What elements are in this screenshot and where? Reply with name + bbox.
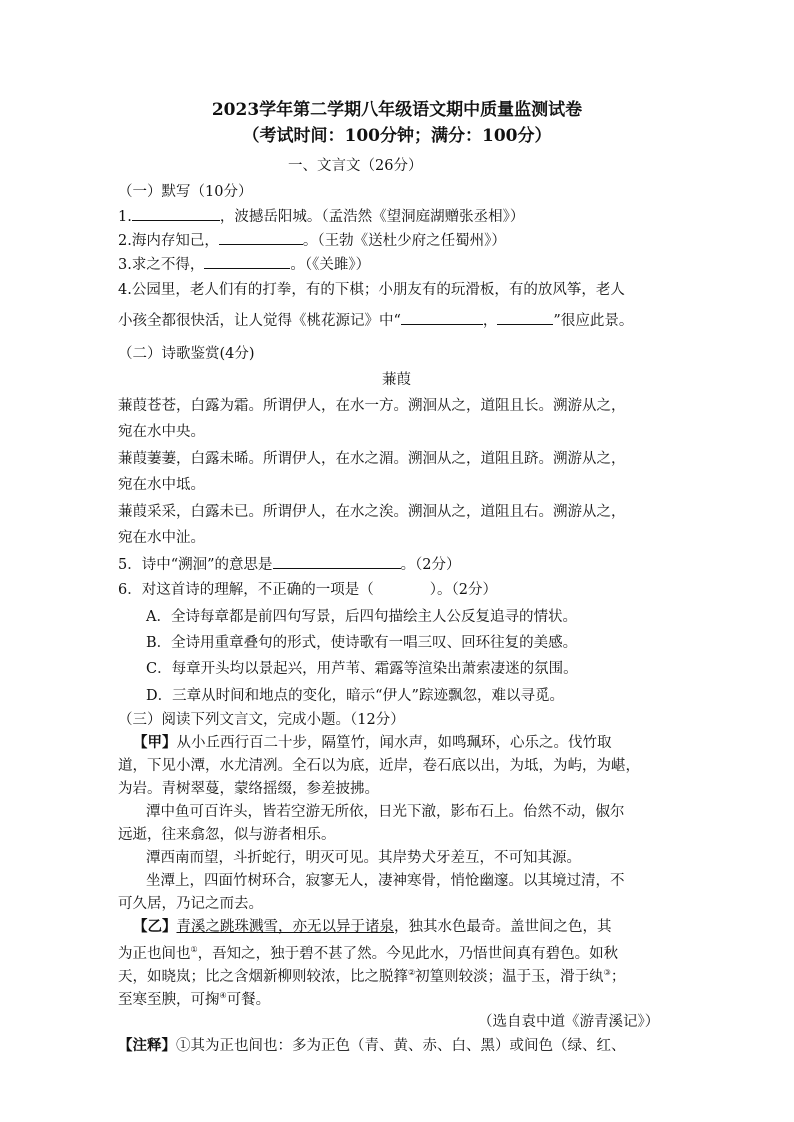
passage-yi-line1: 【乙】青溪之跳珠溅雪，亦无以异于诸泉，独其水色最奇。盖世间之色，其: [133, 918, 612, 935]
question-4-line2: 小孩全都很快活，让人觉得《桃花源记》中“ ， ”很应此景。: [118, 310, 633, 331]
exam-title: 2023学年第二学期八年级语文期中质量监测试卷: [211, 100, 583, 120]
passage-yi-line4: 至寒至腴，可掬④可餐。: [118, 991, 271, 1008]
footnote-ref-4: ④: [219, 991, 227, 1000]
passage-jia-line6: 潭西南而望，斗折蛇行，明灭可见。其岸势犬牙差互，不可知其源。: [146, 850, 581, 866]
question-5: 5．诗中“溯洄”的意思是 。（2分）: [118, 554, 461, 575]
answer-blank-4b[interactable]: [497, 310, 553, 325]
answer-blank-2[interactable]: [219, 230, 303, 245]
underlined-sentence: 青溪之跳珠溅雪，亦无以异于诸泉: [176, 919, 394, 935]
answer-blank-3[interactable]: [204, 254, 290, 269]
passage-yi-line2: 为正也间也①，吾知之，独于碧不甚了然。今见此水，乃悟世间真有碧色。如秋: [118, 945, 619, 962]
poem-stanza-1b: 宛在水中央。: [118, 424, 205, 440]
question-2: 2.海内存知己， 。（王勃《送杜少府之任蜀州》）: [118, 230, 506, 251]
passage-yi-label: 【乙】: [133, 918, 177, 935]
poem-stanza-3a: 蒹葭采采，白露未已。所谓伊人，在水之涘。溯洄从之，道阻且右。溯游从之，: [118, 504, 626, 520]
poem-stanza-2b: 宛在水中坻。: [118, 477, 205, 493]
exam-subtitle: （考试时间：100分钟；满分：100分）: [242, 126, 552, 146]
poem-stanza-3b: 宛在水中沚。: [118, 530, 205, 546]
footnote-ref-3: ③: [603, 968, 611, 977]
option-a: A．全诗每章都是前四句写景，后四句描绘主人公反复追寻的情状。: [146, 609, 577, 625]
poem-stanza-2a: 蒹葭萋萋，白露未晞。所谓伊人，在水之湄。溯洄从之，道阻且跻。溯游从之，: [118, 451, 626, 467]
option-b: B．全诗用重章叠句的形式，使诗歌有一唱三叹、回环往复的美感。: [146, 635, 578, 651]
part1-heading: （一）默写（10分）: [118, 184, 253, 200]
poem-stanza-1a: 蒹葭苍苍，白露为霜。所谓伊人，在水一方。溯洄从之，道阻且长。溯游从之，: [118, 398, 626, 414]
answer-blank-1[interactable]: [132, 206, 220, 221]
passage-jia-line1: 【甲】从小丘西行百二十步，隔篁竹，闻水声，如鸣珮环，心乐之。伐竹取: [133, 734, 612, 751]
passage-jia-line2: 道，下见小潭，水尤清冽。全石以为底，近岸，卷石底以出，为坻，为屿，为嵁，: [118, 758, 640, 774]
passage-jia-line3: 为岩。青树翠蔓，蒙络摇缀，参差披拂。: [118, 781, 379, 797]
option-c: C．每章开头均以景起兴，用芦苇、霜露等渲染出萧索凄迷的氛围。: [146, 661, 578, 677]
question-3: 3.求之不得， 。（《关雎》）: [118, 254, 370, 275]
passage-jia-label: 【甲】: [133, 734, 177, 751]
section-heading-classical: 一、文言文（26分）: [288, 158, 423, 174]
part2-heading: （二）诗歌鉴赏(4分): [118, 346, 255, 362]
poem-title: 蒹葭: [382, 372, 411, 388]
passage-jia-line7: 坐潭上，四面竹树环合，寂寥无人，凄神寒骨，悄怆幽邃。以其境过清，不: [146, 873, 625, 889]
option-d: D．三章从时间和地点的变化，暗示“伊人”踪迹飘忽，难以寻觅。: [146, 688, 564, 704]
answer-blank-5[interactable]: [273, 554, 401, 569]
annotation-label: 【注释】: [118, 1037, 176, 1054]
footnote-ref-1: ①: [190, 945, 198, 954]
passage-jia-line4: 潭中鱼可百许头，皆若空游无所依，日光下澈，影布石上。佁然不动，俶尔: [146, 804, 625, 820]
question-4-line1: 4.公园里，老人们有的打拳，有的下棋；小朋友有的玩滑板，有的放风筝，老人: [118, 282, 625, 298]
footnote-ref-2: ②: [408, 968, 416, 977]
passage-yi-line3: 天，如晓岚；比之含烟新柳则较浓，比之脱箨②初篁则较淡；温于玉，滑于纨③；: [118, 968, 626, 985]
part3-heading: （三）阅读下列文言文，完成小题。（12分）: [118, 712, 405, 728]
question-6: 6．对这首诗的理解，不正确的一项是（ ）。（2分）: [118, 582, 497, 598]
passage-jia-line5: 远逝，往来翕忽，似与游者相乐。: [118, 827, 336, 843]
annotation-line: 【注释】①其为正也间也：多为正色（青、黄、赤、白、黑）或间色（绿、红、: [118, 1037, 626, 1054]
question-1: 1. ，波撼岳阳城。（孟浩然《望洞庭湖赠张丞相》）: [118, 206, 524, 227]
passage-source: （选自袁中道《游青溪记》）: [478, 1014, 660, 1030]
passage-jia-line8: 可久居，乃记之而去。: [118, 896, 263, 912]
answer-blank-4a[interactable]: [401, 310, 483, 325]
